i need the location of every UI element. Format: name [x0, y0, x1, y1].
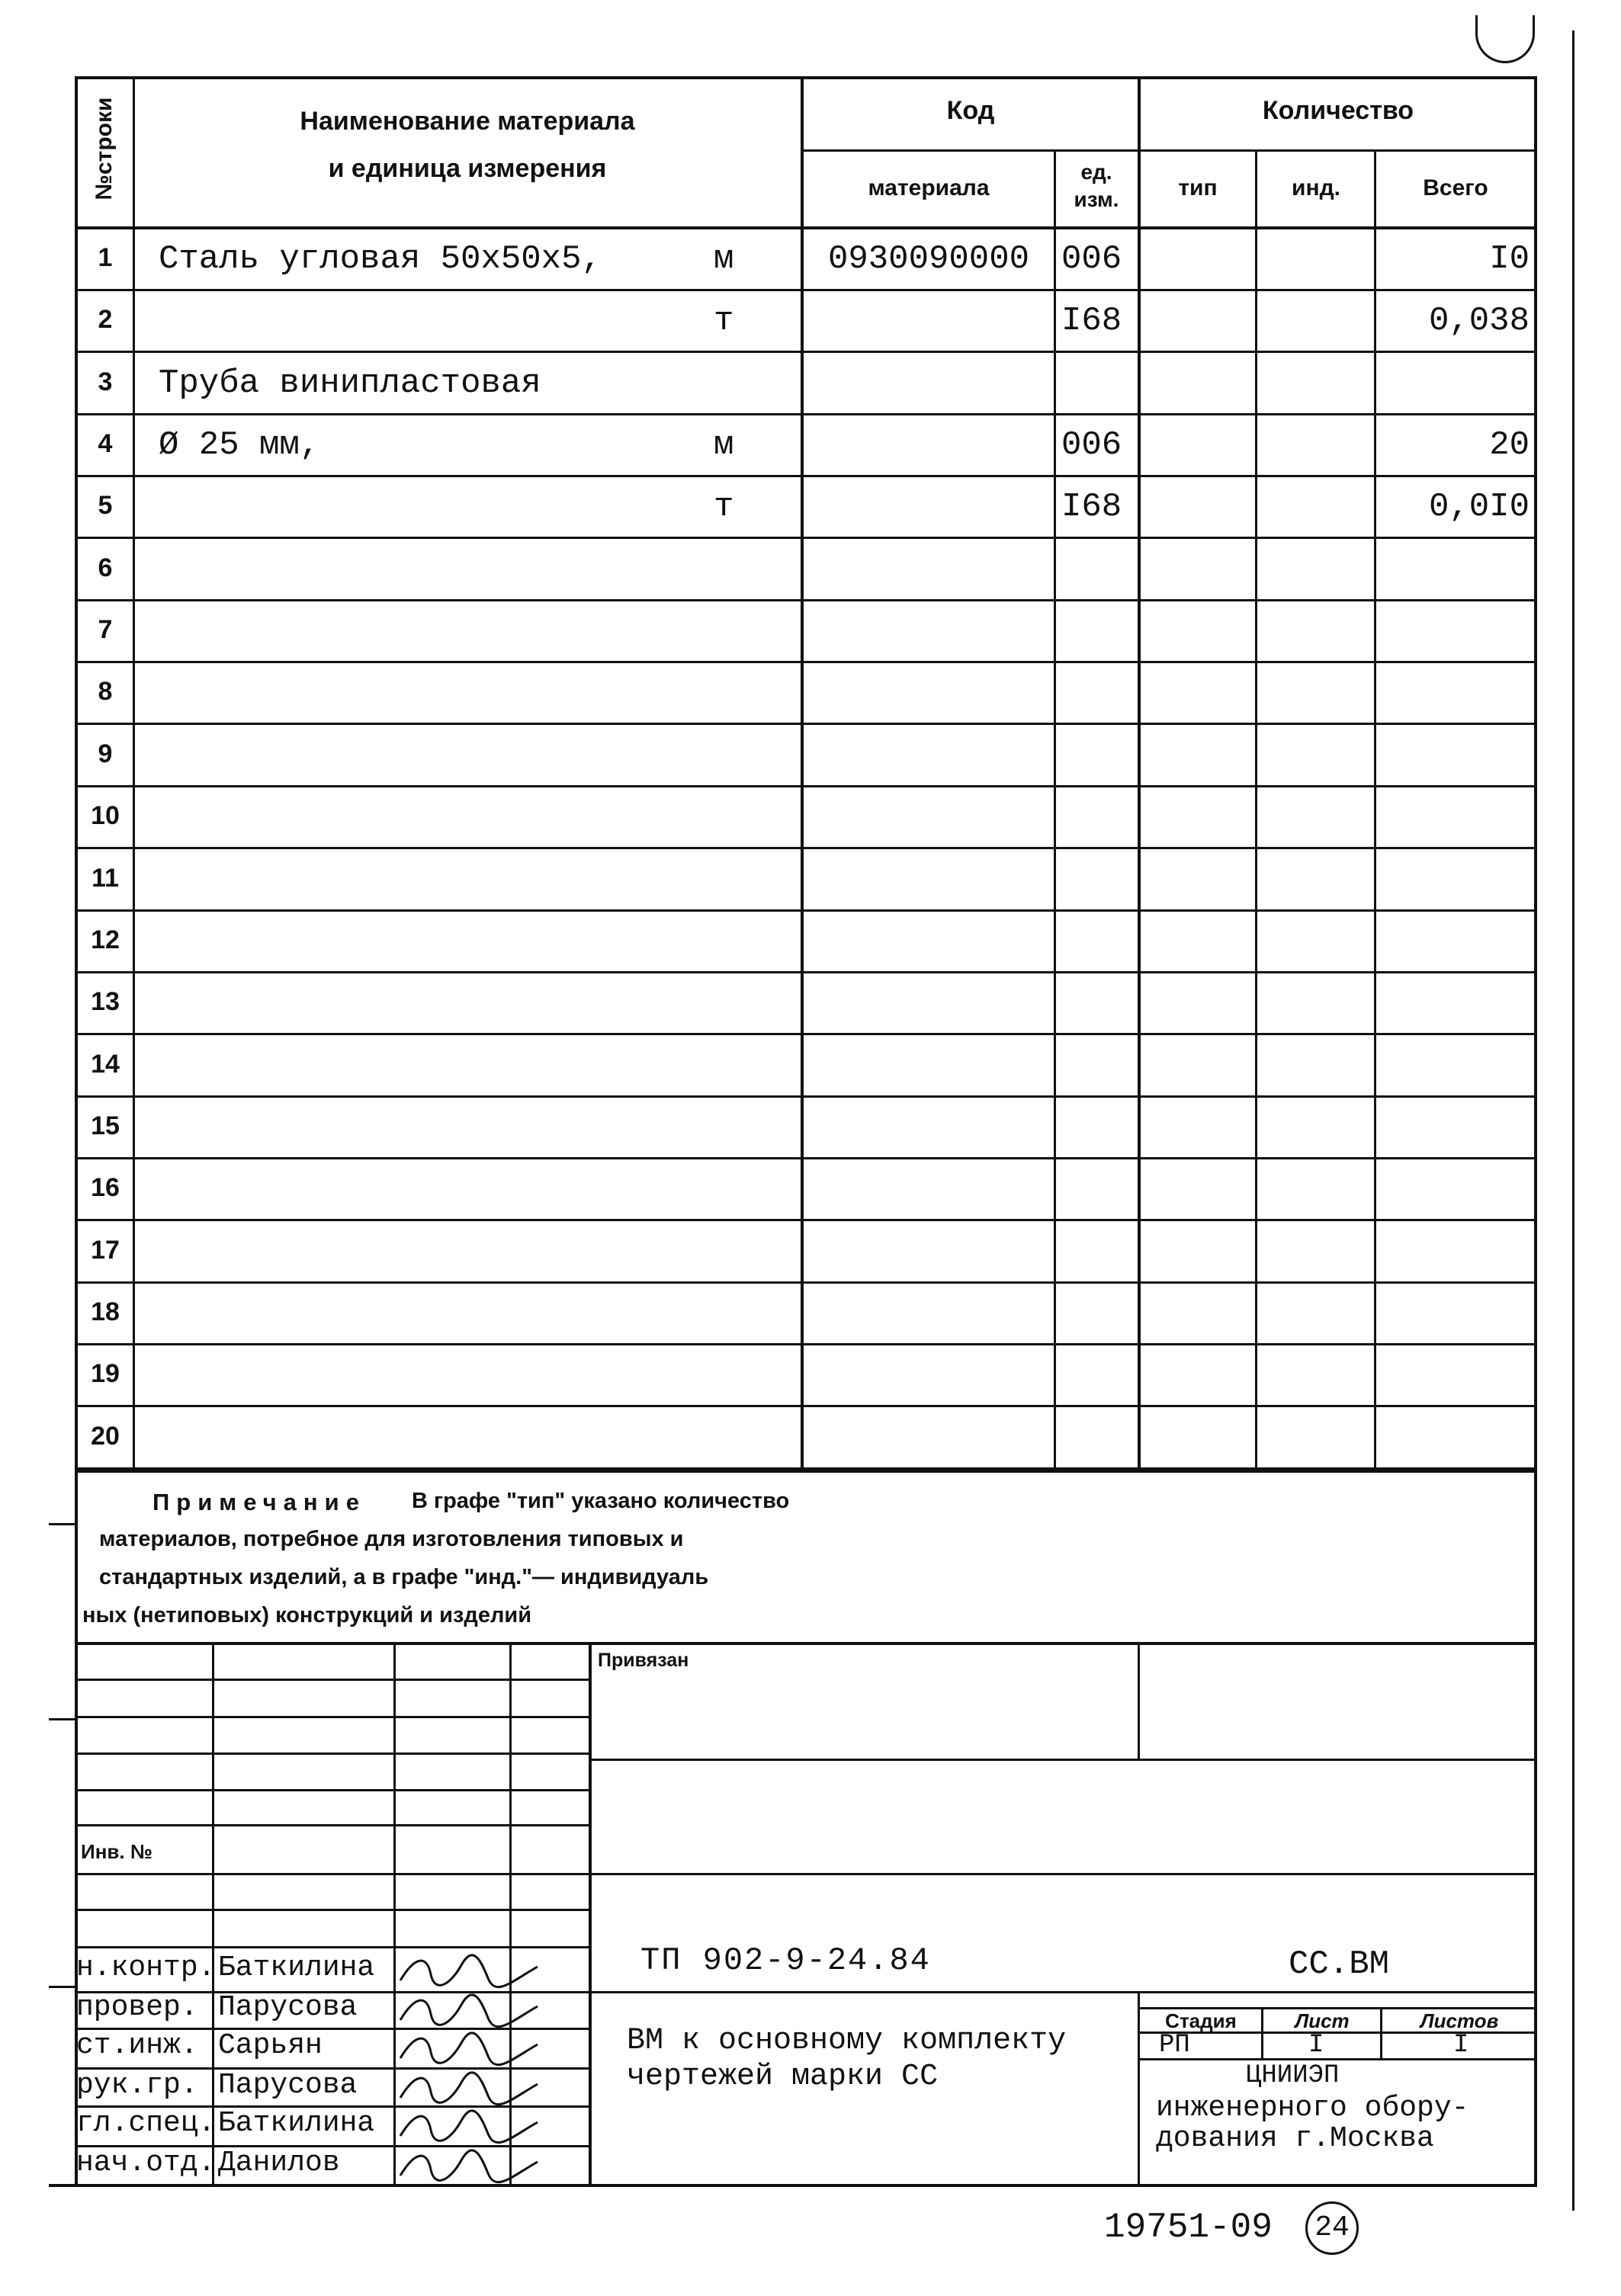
row-number: 4 [98, 429, 113, 458]
material-code: 0930090000 [827, 240, 1030, 278]
unit-code: I68 [1061, 302, 1122, 340]
signer-role: гл.спец. [76, 2107, 216, 2140]
row-number: 10 [91, 801, 120, 830]
name-header-line2: и единица измерения [328, 154, 607, 183]
org-line3: дования г.Москва [1156, 2122, 1434, 2155]
unit-code-header: ед. изм. [1074, 160, 1119, 211]
signer-role: ст.инж. [76, 2029, 198, 2062]
page-number-badge: 24 [1305, 2201, 1359, 2255]
row-number: 19 [91, 1359, 120, 1388]
total-header: Всего [1423, 175, 1488, 200]
unit-of-measure: м [714, 426, 734, 464]
row-number-header: №строки [91, 97, 117, 200]
signer-name: Парусова [218, 2069, 358, 2102]
note-line2: материалов, потребное для изготовления типовых и [99, 1527, 684, 1551]
stage-value: РП [1159, 2031, 1190, 2060]
circle-mark-icon [1475, 15, 1535, 63]
material-header: материала [868, 175, 990, 200]
signature-scribble-icon [396, 1991, 541, 2029]
doc-title-line1: ВМ к основному комплекту [627, 2024, 1067, 2058]
unit-of-measure: м [714, 240, 734, 278]
type-header: тип [1178, 175, 1218, 200]
name-header-line1: Наименование материала [300, 107, 635, 136]
row-number: 5 [98, 491, 113, 520]
org-line1: ЦНИИЭП [1246, 2061, 1340, 2090]
row-number: 16 [91, 1173, 120, 1202]
row-number: 15 [91, 1111, 120, 1140]
sheets-label: Листов [1420, 2009, 1499, 2032]
signer-role: рук.гр. [76, 2069, 198, 2102]
row-number: 18 [91, 1297, 120, 1326]
signature-scribble-icon [396, 2029, 541, 2067]
archive-number: 19751-09 [1104, 2208, 1273, 2247]
note-line1: В графе "тип" указано количество [412, 1489, 790, 1513]
signer-name: Сарьян [218, 2029, 323, 2062]
unit-of-measure: т [714, 302, 734, 340]
code-header: Код [946, 96, 995, 125]
material-name: Ø 25 мм, [159, 426, 320, 464]
quantity-total: I0 [1489, 240, 1530, 278]
unit-code: 006 [1061, 240, 1122, 278]
row-number: 9 [98, 739, 113, 768]
material-name: Труба винипластовая [159, 364, 541, 402]
row-number: 11 [91, 864, 119, 893]
ind-header: инд. [1292, 175, 1340, 200]
quantity-header: Количество [1262, 96, 1414, 125]
drawing-mark: СС.ВМ [1289, 1945, 1390, 1983]
doc-title-line2: чертежей марки СС [627, 2060, 939, 2094]
sheet-label: Лист [1295, 2009, 1350, 2032]
row-number: 1 [98, 243, 113, 272]
row-number: 14 [91, 1050, 120, 1079]
quantity-total: 0,0I0 [1428, 488, 1530, 526]
sheet-value: I [1308, 2031, 1324, 2060]
signer-role: нач.отд. [76, 2147, 216, 2179]
signature-scribble-icon [396, 1951, 541, 1990]
signature-scribble-icon [396, 2107, 541, 2145]
unit-code: I68 [1061, 488, 1122, 526]
note-line3: стандартных изделий, а в графе "инд."— индивидуаль [99, 1565, 709, 1589]
signer-name: Парусова [218, 1991, 358, 2024]
signer-name: Баткилина [218, 2107, 375, 2140]
signer-name: Баткилина [218, 1951, 375, 1984]
row-number: 20 [91, 1422, 120, 1451]
row-number: 13 [91, 987, 120, 1016]
org-line2: инженерного обору- [1156, 2092, 1469, 2124]
quantity-total: 0,038 [1428, 302, 1530, 340]
signature-scribble-icon [396, 2147, 541, 2185]
row-number: 2 [98, 305, 113, 334]
doc-code: ТП 902-9-24.84 [640, 1942, 931, 1979]
signature-scribble-icon [396, 2069, 541, 2107]
material-name: Сталь угловая 50х50х5, [159, 240, 602, 278]
unit-of-measure: т [714, 488, 734, 526]
note-title: Примечание [152, 1489, 366, 1515]
signer-role: провер. [76, 1991, 198, 2024]
privyazan-label: Привязан [598, 1650, 689, 1671]
stage-label: Стадия [1165, 2009, 1237, 2032]
note-line4: ных (нетиповых) конструкций и изделий [82, 1603, 532, 1627]
row-number: 17 [91, 1236, 120, 1265]
row-number: 7 [98, 615, 113, 644]
row-number: 6 [98, 553, 113, 582]
inv-no-label: Инв. № [81, 1840, 152, 1863]
unit-code: 006 [1061, 426, 1122, 464]
signer-name: Данилов [218, 2147, 340, 2179]
signer-role: н.контр. [76, 1951, 216, 1984]
row-number: 12 [91, 925, 120, 954]
quantity-total: 20 [1489, 426, 1530, 464]
row-number: 3 [98, 367, 113, 396]
sheets-value: I [1453, 2031, 1469, 2060]
row-number: 8 [98, 677, 113, 706]
